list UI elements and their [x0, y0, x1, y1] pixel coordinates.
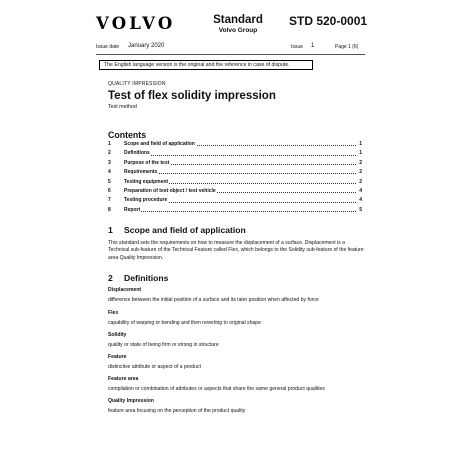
- toc-title: Report: [124, 206, 141, 213]
- toc-title: Testing equipment: [124, 178, 169, 185]
- header-divider: [96, 54, 365, 55]
- toc-title: Preparation of test object / test vehicle: [124, 187, 216, 194]
- issue-date-value: January 2020: [128, 43, 165, 49]
- term-feature: Feature: [108, 354, 127, 360]
- toc-title: Purpose of the test: [124, 159, 170, 166]
- toc-title: Definitions: [124, 150, 150, 157]
- toc-item-preparation[interactable]: 6 Preparation of test object / test vehicle 4: [108, 187, 362, 194]
- toc-page: 2: [359, 169, 362, 176]
- toc-page: 5: [359, 206, 362, 213]
- section-2-heading: 2 Definitions: [108, 273, 169, 283]
- toc-page: 4: [359, 197, 362, 204]
- toc-title: Requirements: [124, 169, 158, 176]
- section-1-heading: 1 Scope and field of application: [108, 225, 246, 235]
- toc-item-procedure[interactable]: 7 Testing procedure 4: [108, 197, 362, 204]
- term-solidity: Solidity: [108, 332, 127, 338]
- group-label: Volvo Group: [218, 27, 258, 34]
- toc-title: Scope and field of application: [124, 141, 195, 147]
- issue-date-label: Issue date: [96, 44, 120, 50]
- language-notice-box: The English language version is the original and the reference in case of dispute.: [99, 60, 313, 70]
- toc-item-scope[interactable]: 1 Scope and field of application 1: [108, 141, 362, 147]
- document-category: QUALITY IMPRESSION: [108, 81, 166, 87]
- toc-title: Testing procedure: [124, 197, 168, 204]
- definition-displacement: difference between the initial position of a surface and its later position when affected by force: [108, 297, 319, 303]
- page-indicator: Page 1 (6): [335, 44, 359, 50]
- volvo-logo: VOLVO: [96, 14, 176, 33]
- toc-page: 4: [359, 187, 362, 194]
- definition-solidity: quality or state of being firm or strong in structure: [108, 342, 219, 348]
- issue-value: 1: [311, 43, 315, 49]
- table-of-contents: [108, 140, 362, 215]
- definition-feature: distinctive attribute or aspect of a product: [108, 364, 201, 370]
- term-flex: Flex: [108, 310, 119, 316]
- toc-page: 2: [359, 159, 362, 166]
- toc-page: 1: [359, 141, 362, 147]
- term-quality-impression: Quality Impression: [108, 398, 154, 404]
- definition-feature-area: compilation or combination of attributes or aspects that share the same general product qualities: [108, 386, 325, 392]
- section-1-body: This standard sets the requirements on how to measure the displacement of a surface. Displacement is a Technical sub-feature of the Technical Feature called Flex, which belongs to the Solidity sub-feature of the feature area Quality Impression.: [108, 240, 364, 261]
- document-subtitle: Test method: [108, 104, 137, 110]
- toc-page: 2: [359, 178, 362, 185]
- toc-item-equipment[interactable]: 5 Testing equipment 2: [108, 178, 362, 185]
- toc-item-definitions[interactable]: 2 Definitions 1: [108, 150, 362, 157]
- term-displacement: Displacement: [108, 287, 142, 293]
- toc-item-requirements[interactable]: 4 Requirements 2: [108, 169, 362, 176]
- term-feature-area: Feature area: [108, 376, 139, 382]
- toc-item-report[interactable]: 8 Report 5: [108, 206, 362, 213]
- toc-item-purpose[interactable]: 3 Purpose of the test 2: [108, 159, 362, 166]
- issue-label: Issue: [291, 44, 303, 50]
- document-title: Test of flex solidity impression: [108, 90, 276, 102]
- standard-label: Standard: [213, 14, 263, 26]
- toc-page: 1: [359, 150, 362, 157]
- standard-heading: [200, 14, 276, 35]
- definition-flex: capability of warping or bending and then reverting to original shape: [108, 320, 261, 326]
- standard-number: STD 520-0001: [289, 14, 368, 28]
- contents-heading: Contents: [108, 130, 147, 140]
- definition-quality-impression: feature area focusing on the perception of the product quality: [108, 408, 246, 414]
